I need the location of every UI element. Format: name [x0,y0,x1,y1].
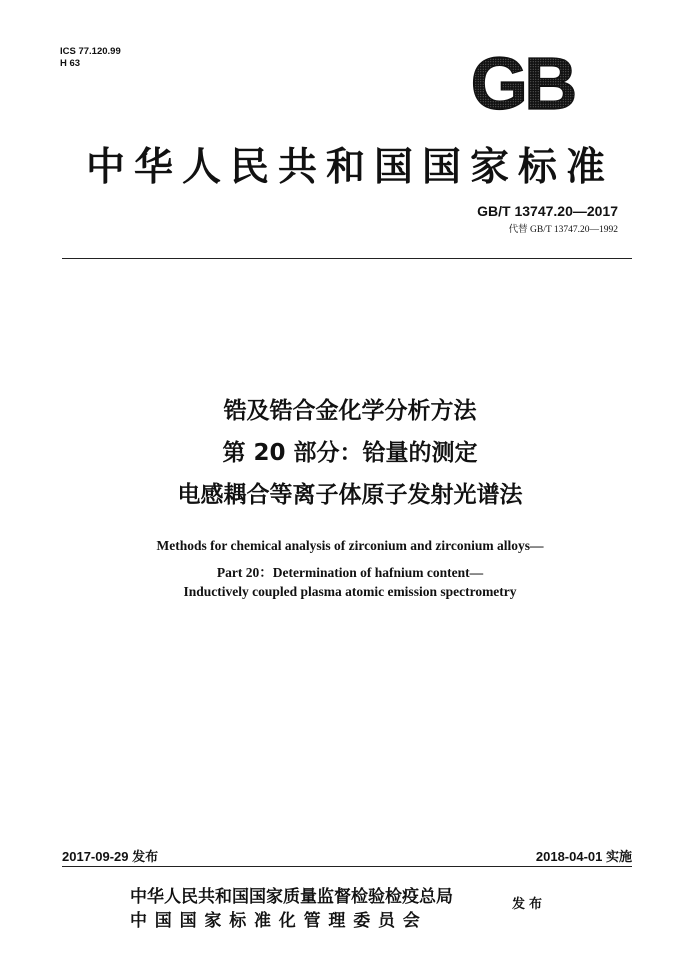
gb-logo [452,48,592,118]
bottom-divider [62,866,632,867]
issuer-sac: 中国国家标准化管理委员会 [130,911,428,931]
category-code: H 63 [60,58,81,69]
standard-code: GB/T 13747.20—2017 [477,203,618,219]
ics-code: ICS 77.120.99 [60,46,121,57]
issuer-aqsiq: 中华人民共和国国家质量监督检验检疫总局 [130,887,453,907]
title-cn-line-2: 第 20 部分：铪量的测定 [222,440,478,466]
gb-logo-text: GB [470,48,574,118]
implementation-date: 2018-04-01 实施 [535,849,632,864]
national-standard-title: 中华人民共和国国家标准 [85,144,614,190]
title-cn-line-1: 锆及锆合金化学分析方法 [223,398,477,424]
title-cn-line-3: 电感耦合等离子体原子发射光谱法 [177,482,523,508]
classification-codes [60,46,121,70]
issue-date: 2017-09-29 发布 [62,849,159,864]
replaces-standard: 代替 GB/T 13747.20—1992 [508,225,618,235]
issue-action: 发布 [512,897,547,912]
top-divider [62,258,632,259]
title-en-line-1: Methods for chemical analysis of zirconium and zirconium alloys— [156,538,544,553]
title-en-line-3: Inductively coupled plasma atomic emission spectrometry [183,584,517,599]
title-en-line-2: Part 20：Determination of hafnium content— [216,565,484,580]
